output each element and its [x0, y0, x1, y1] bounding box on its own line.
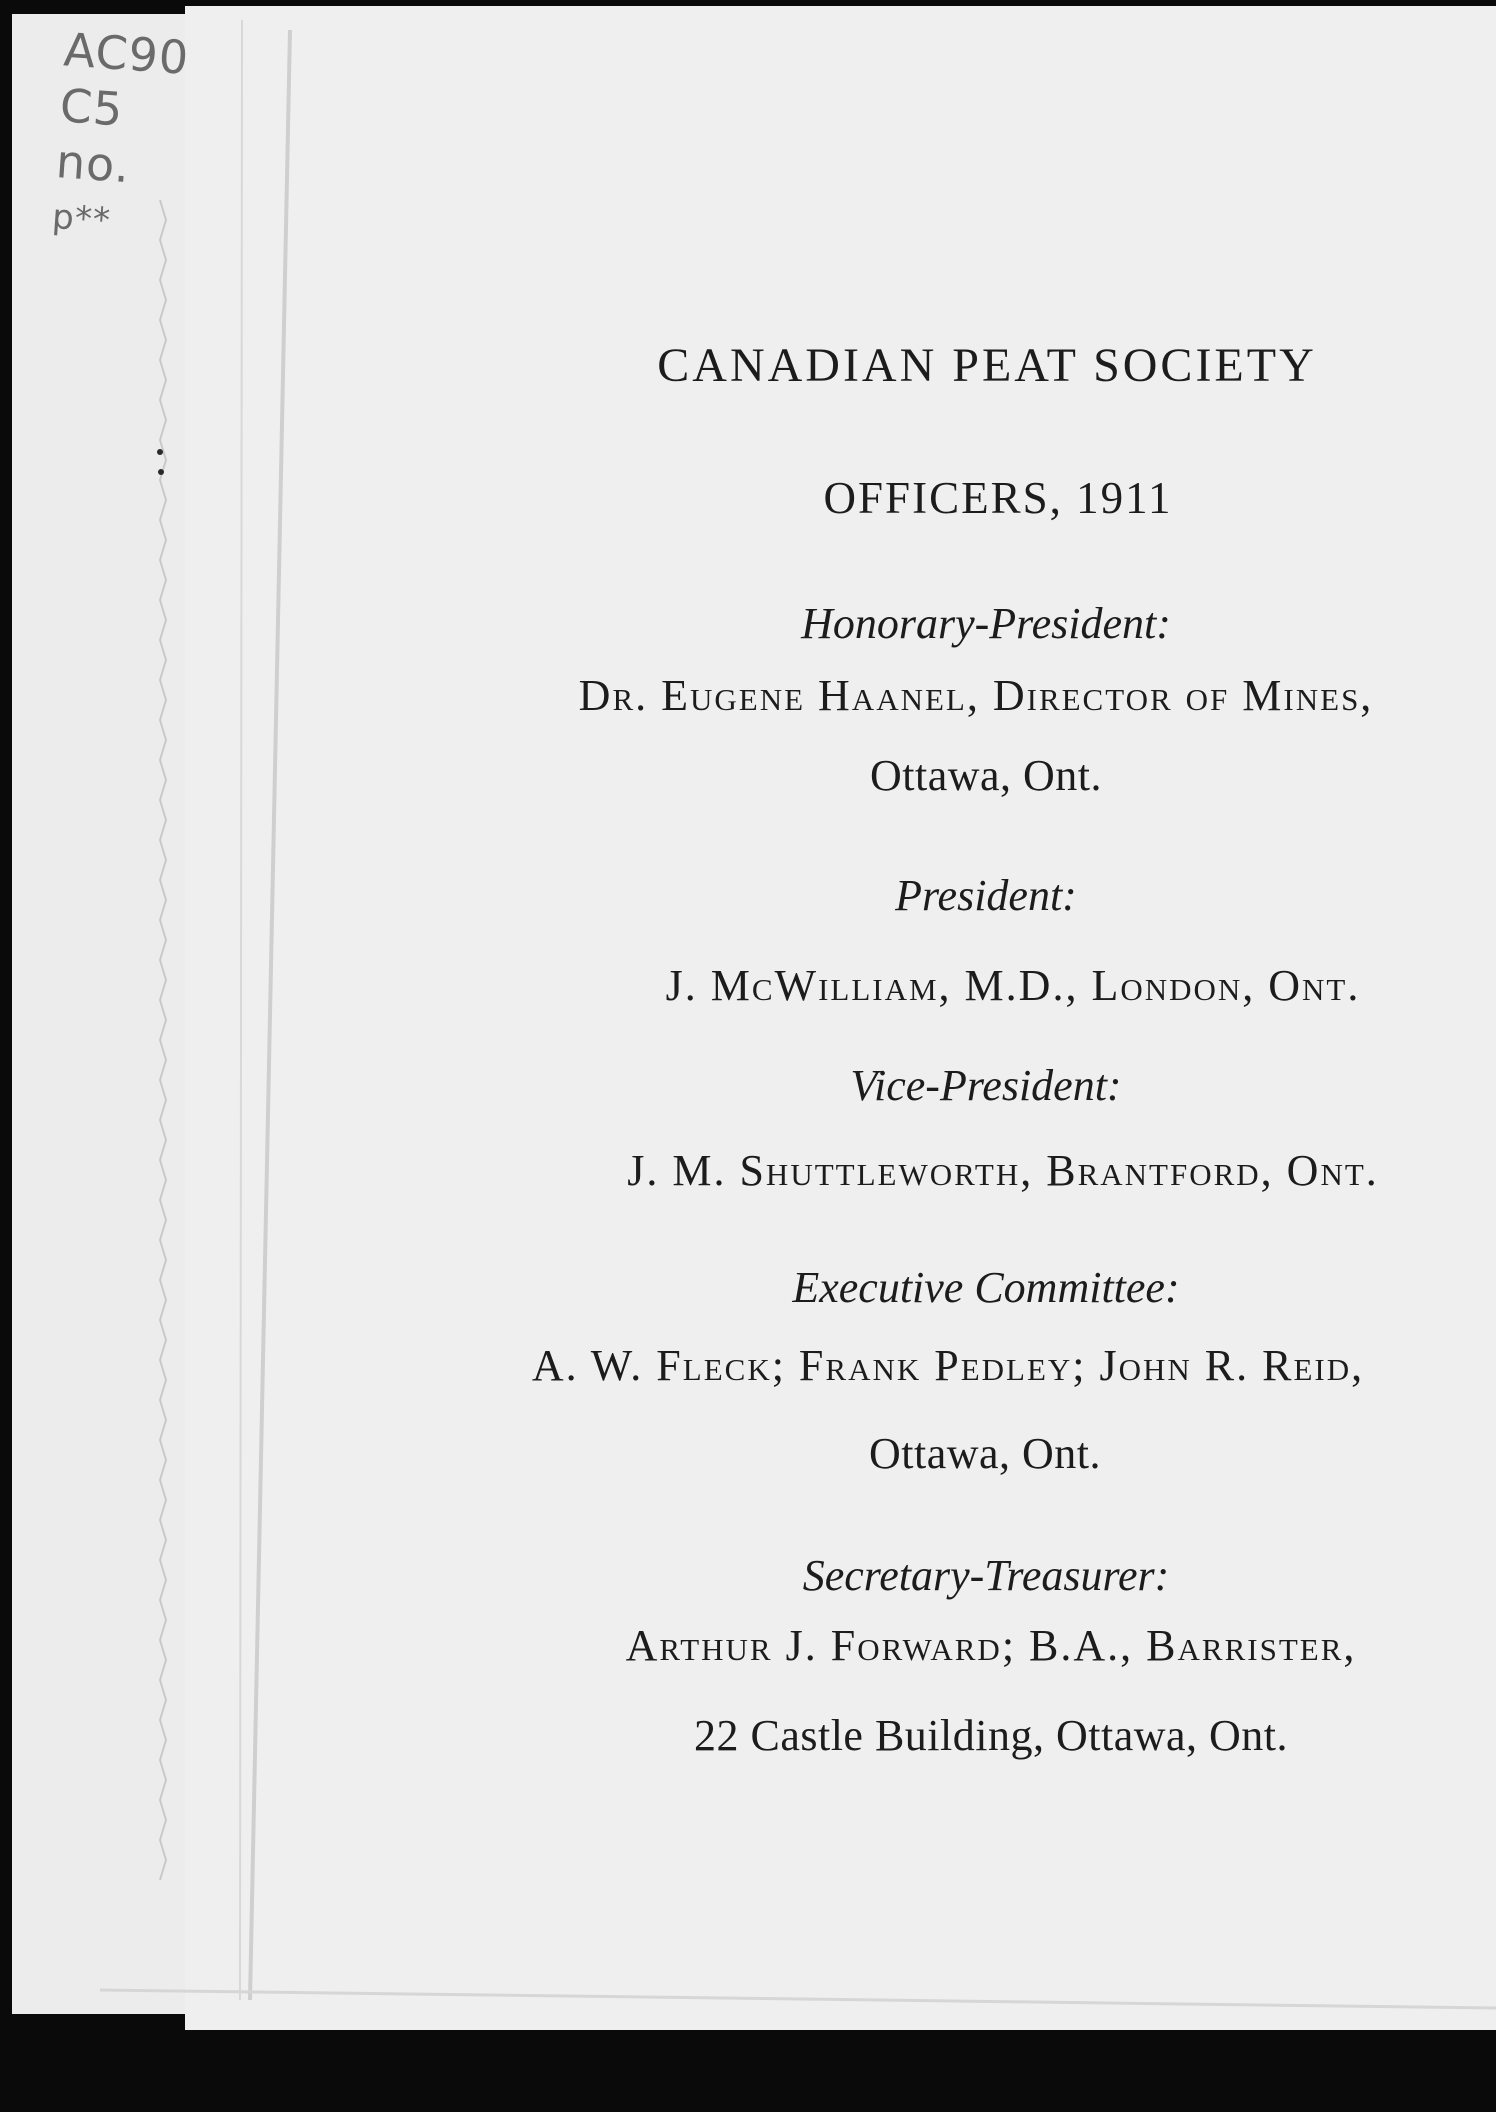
document-title: CANADIAN PEAT SOCIETY	[657, 339, 1317, 392]
address-honorary-president: Ottawa, Ont.	[869, 751, 1103, 800]
call-number-line-2: C5	[58, 78, 126, 137]
role-executive-committee: Executive Committee:	[792, 1263, 1180, 1312]
role-honorary-president: Honorary-President:	[801, 599, 1171, 648]
name-president: J. McWilliam, M.D., London, Ont.	[665, 961, 1361, 1010]
document-subtitle: OFFICERS, 1911	[823, 473, 1173, 523]
call-number-line-1: AC90	[62, 22, 191, 85]
name-secretary-treasurer: Arthur J. Forward; B.A., Barrister,	[625, 1621, 1357, 1670]
address-secretary-treasurer: 22 Castle Building, Ottawa, Ont.	[693, 1711, 1289, 1760]
call-number-line-4: p**	[50, 196, 113, 241]
role-president: President:	[895, 871, 1077, 920]
name-vice-president: J. M. Shuttleworth, Brantford, Ont.	[627, 1146, 1379, 1195]
name-executive-committee: A. W. Fleck; Frank Pedley; John R. Reid,	[531, 1341, 1365, 1390]
call-number-line-3: no.	[54, 134, 133, 194]
name-honorary-president: Dr. Eugene Haanel, Director of Mines,	[578, 671, 1374, 720]
role-vice-president: Vice-President:	[850, 1061, 1122, 1110]
role-secretary-treasurer: Secretary-Treasurer:	[802, 1551, 1170, 1600]
address-executive-committee: Ottawa, Ont.	[868, 1429, 1102, 1478]
